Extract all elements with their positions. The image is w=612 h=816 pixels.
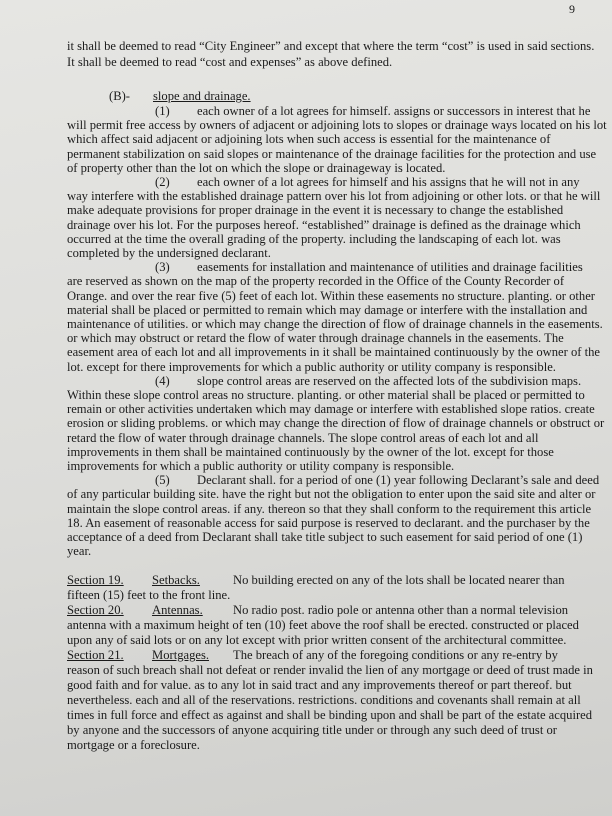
item-number: (2) bbox=[155, 175, 170, 189]
text-line: No building erected on any of the lots shall be located nearer than bbox=[233, 573, 565, 587]
text-line: Declarant shall. for a period of one (1) year following Declarant’s sale and deed bbox=[197, 473, 600, 487]
section-title: Antennas. bbox=[152, 603, 203, 617]
text-line: 18. An easement of reasonable access for said purpose is reserved to declarant. and the purchaser by the bbox=[67, 516, 590, 530]
item-number: (5) bbox=[155, 473, 170, 487]
text-line: nevertheless. each and all of the reservations. restrictions. conditions and covenants shall remain at all bbox=[67, 693, 581, 707]
text-line: antenna with a maximum height of ten (10) feet above the roof shall be erected. constructed or placed bbox=[67, 618, 579, 632]
text-line: improvements in them shall be maintained continuously by the owner of the lot. except for those bbox=[67, 445, 554, 459]
text-line: will permit free access by owners of adjacent or adjoining lots to slopes or drainage ways located on his lot bbox=[67, 118, 607, 132]
text-line: acceptance of a deed from Declarant shall take title subject to such easement for said period of one (1) bbox=[67, 530, 583, 544]
text-line: times in full force and effect as against and shall be binding upon and shall be part of the estate acquired bbox=[67, 708, 593, 722]
text-line: erosion or sliding problems. or which may change the direction of flow of drainage channels or obstruct or bbox=[67, 416, 605, 430]
text-line: year. bbox=[67, 544, 92, 558]
text-line: easements for installation and maintenance of utilities and drainage facilities bbox=[197, 260, 583, 274]
text-line: which affect said adjacent or adjoining lots when such access is essential for the maintenance of bbox=[67, 132, 551, 146]
text-line: maintenance of utilities. or which may change the direction of flow of drainage channels in the easements. bbox=[67, 317, 603, 331]
text-line: remain or other activities undertaken which may damage or interfere with established slope ratios. create bbox=[67, 402, 595, 416]
text-line: occurred at the time the overall grading of the property. including the landscaping of each lot. was bbox=[67, 232, 561, 246]
section-label: Section 21. bbox=[67, 648, 124, 662]
item-number: (4) bbox=[155, 374, 170, 388]
text-line: each owner of a lot agrees for himself. assigns or successors in interest that he bbox=[197, 104, 591, 118]
item-number: (3) bbox=[155, 260, 170, 274]
text-line: good faith and for value. as to any lot in said tract and any improvements thereof or part thereof. but bbox=[67, 678, 572, 692]
text-line: way interfere with the established drainage pattern over his lot from adjoining or other lots. or that he will bbox=[67, 189, 601, 203]
text-line: completed by the undersigned declarant. bbox=[67, 246, 271, 260]
text-line: Orange. and over the rear five (5) feet of each lot. Within these easements no structure. planting. or other bbox=[67, 289, 595, 303]
section-title: Mortgages. bbox=[152, 648, 210, 662]
section-label: Section 19. bbox=[67, 573, 124, 587]
text-line: It shall be deemed to read “cost and expenses” as above defined. bbox=[67, 55, 393, 69]
text-line: it shall be deemed to read “City Engineer” and except that where the term “cost” is used in said sections. bbox=[67, 39, 595, 53]
text-line: fifteen (15) feet to the front line. bbox=[67, 588, 231, 602]
text-line: material shall be placed or permitted to remain which may damage or interfere with the installation and bbox=[67, 303, 588, 317]
page-number: 9 bbox=[569, 2, 575, 16]
text-line: easement area of each lot and all improvements in it shall be maintained continuously by the owner of the bbox=[67, 345, 600, 359]
subsection-label: (B)- bbox=[109, 89, 130, 103]
text-line: Within these slope control areas no structure. planting. or other material shall be placed or permitted to bbox=[67, 388, 585, 402]
text-line: improvements for which a public authority or utility company is responsible. bbox=[67, 459, 455, 473]
section-label: Section 20. bbox=[67, 603, 124, 617]
text-line: make adequate provisions for proper drainage in the event it is necessary to change the established bbox=[67, 203, 564, 217]
section-title: Setbacks. bbox=[152, 573, 200, 587]
text-line: mortgage or a foreclosure. bbox=[67, 738, 200, 752]
text-line: reason of such breach shall not defeat or render invalid the lien of any mortgage or deed of trust made in bbox=[67, 663, 593, 677]
subsection-title: slope and drainage. bbox=[153, 89, 251, 103]
text-line: No radio post. radio pole or antenna other than a normal television bbox=[233, 603, 569, 617]
text-line: drainage over his lot. For the purposes hereof. “established” drainage is defined as the drainage which bbox=[67, 218, 581, 232]
text-line: by anyone and the successors of anyone acquiring title under or through any such deed of trust or bbox=[67, 723, 557, 737]
text-line: maintain the slope control areas. if any. thereon so that they shall conform to the requirement this article bbox=[67, 502, 592, 516]
item-number: (1) bbox=[155, 104, 170, 118]
text-line: each owner of a lot agrees for himself and his assigns that he will not in any bbox=[197, 175, 580, 189]
text-line: retard the flow of water through drainage channels. The slope control areas of each lot and all bbox=[67, 431, 539, 445]
text-line: are reserved as shown on the map of the property recorded in the Office of the County Recorder of bbox=[67, 274, 565, 288]
text-line: or which may obstruct or retard the flow of water through drainage channels in the easements. The bbox=[67, 331, 564, 345]
text-line: slope control areas are reserved on the affected lots of the subdivision maps. bbox=[197, 374, 582, 388]
text-line: of property other than the lot on which the slope or drainageway is located. bbox=[67, 161, 446, 175]
text-line: upon any of said lots or on any lot except with prior written consent of the architectural committee. bbox=[67, 633, 567, 647]
text-line: lot. except for there improvements for which a public authority or utility company is responsible. bbox=[67, 360, 556, 374]
text-line: permanent stabilization on said slopes or maintenance of the drainage facilities for the protection and use bbox=[67, 147, 597, 161]
text-line: The breach of any of the foregoing conditions or any re-entry by bbox=[233, 648, 558, 662]
text-line: of any particular building site. have the right but not the obligation to enter upon the said site and alter or bbox=[67, 487, 596, 501]
